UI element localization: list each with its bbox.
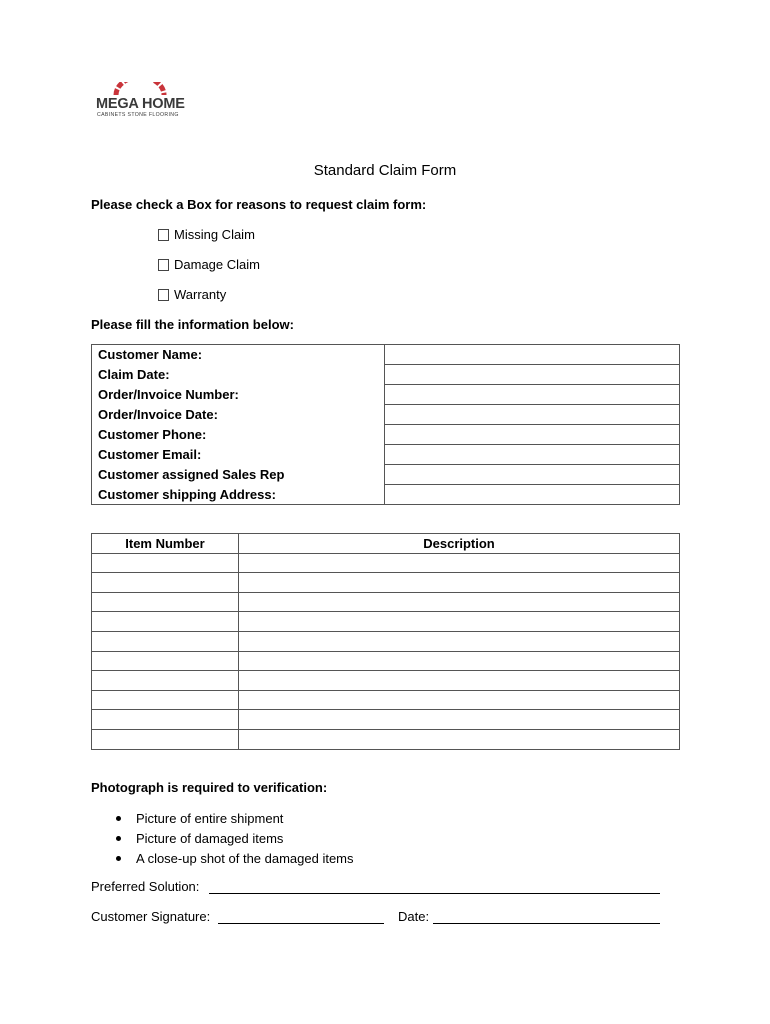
checkbox-missing-claim[interactable] <box>158 229 169 241</box>
description-cell[interactable] <box>239 690 680 710</box>
table-row <box>92 445 680 465</box>
table-row <box>92 365 680 385</box>
item-number-cell[interactable] <box>92 729 239 749</box>
description-cell[interactable] <box>239 573 680 593</box>
preferred-solution-label: Preferred Solution: <box>91 879 200 894</box>
description-cell[interactable] <box>239 553 680 573</box>
table-row <box>92 690 680 710</box>
reason-label: Damage Claim <box>174 257 260 272</box>
info-heading: Please fill the information below: <box>91 317 294 332</box>
table-row <box>92 553 680 573</box>
reason-missing-claim[interactable] <box>158 227 255 242</box>
logo-arc-icon <box>110 82 170 96</box>
description-header: Description <box>239 534 680 554</box>
table-header-row <box>92 534 680 554</box>
claim-date-input[interactable] <box>385 365 680 385</box>
table-row <box>92 465 680 485</box>
bullet-icon <box>116 836 121 841</box>
table-row <box>92 631 680 651</box>
customer-signature-label: Customer Signature: <box>91 909 211 924</box>
list-item <box>116 848 354 868</box>
table-row <box>92 485 680 505</box>
table-row <box>92 425 680 445</box>
field-label: Order/Invoice Date: <box>92 405 385 425</box>
reasons-heading: Please check a Box for reasons to request claim form: <box>91 197 427 212</box>
items-table <box>91 533 680 750</box>
table-row <box>92 592 680 612</box>
sales-rep-input[interactable] <box>385 465 680 485</box>
order-number-input[interactable] <box>385 385 680 405</box>
table-row <box>92 710 680 730</box>
field-label: Customer Name: <box>92 345 385 365</box>
mega-home-logo <box>96 82 196 122</box>
field-label: Customer shipping Address: <box>92 485 385 505</box>
customer-info-table <box>91 344 680 505</box>
bullet-icon <box>116 816 121 821</box>
item-number-cell[interactable] <box>92 612 239 632</box>
customer-signature-input[interactable] <box>218 923 384 924</box>
table-row <box>92 612 680 632</box>
list-item <box>116 828 354 848</box>
field-label: Customer Email: <box>92 445 385 465</box>
table-row <box>92 729 680 749</box>
customer-name-input[interactable] <box>385 345 680 365</box>
field-label: Customer assigned Sales Rep <box>92 465 385 485</box>
item-number-cell[interactable] <box>92 573 239 593</box>
list-item-text: Picture of entire shipment <box>136 810 284 826</box>
description-cell[interactable] <box>239 651 680 671</box>
item-number-cell[interactable] <box>92 631 239 651</box>
photo-heading: Photograph is required to verification: <box>91 780 328 795</box>
checkbox-damage-claim[interactable] <box>158 259 169 271</box>
table-row <box>92 651 680 671</box>
description-cell[interactable] <box>239 592 680 612</box>
list-item-text: Picture of damaged items <box>136 830 284 846</box>
photo-requirements-list <box>116 808 354 868</box>
description-cell[interactable] <box>239 612 680 632</box>
description-cell[interactable] <box>239 729 680 749</box>
reason-warranty[interactable] <box>158 287 226 302</box>
bullet-icon <box>116 856 121 861</box>
reason-label: Warranty <box>174 287 227 302</box>
shipping-address-input[interactable] <box>385 485 680 505</box>
item-number-cell[interactable] <box>92 710 239 730</box>
field-label: Order/Invoice Number: <box>92 385 385 405</box>
item-number-cell[interactable] <box>92 651 239 671</box>
table-row <box>92 405 680 425</box>
item-number-header: Item Number <box>92 534 239 554</box>
list-item <box>116 808 354 828</box>
item-number-cell[interactable] <box>92 592 239 612</box>
item-number-cell[interactable] <box>92 690 239 710</box>
item-number-cell[interactable] <box>92 553 239 573</box>
item-number-cell[interactable] <box>92 671 239 691</box>
description-cell[interactable] <box>239 631 680 651</box>
logo-brand: MEGA HOME <box>96 96 185 112</box>
field-label: Claim Date: <box>92 365 385 385</box>
field-label: Customer Phone: <box>92 425 385 445</box>
reason-damage-claim[interactable] <box>158 257 260 272</box>
date-input[interactable] <box>433 923 660 924</box>
customer-email-input[interactable] <box>385 445 680 465</box>
order-date-input[interactable] <box>385 405 680 425</box>
date-label: Date: <box>398 909 430 924</box>
table-row <box>92 671 680 691</box>
table-row <box>92 345 680 365</box>
list-item-text: A close-up shot of the damaged items <box>136 850 354 866</box>
table-row <box>92 385 680 405</box>
preferred-solution-input[interactable] <box>209 893 660 894</box>
customer-phone-input[interactable] <box>385 425 680 445</box>
description-cell[interactable] <box>239 671 680 691</box>
page-title: Standard Claim Form <box>313 162 457 179</box>
reason-label: Missing Claim <box>174 227 255 242</box>
checkbox-warranty[interactable] <box>158 289 169 301</box>
logo-tagline: CABINETS STONE FLOORING <box>97 112 179 118</box>
table-row <box>92 573 680 593</box>
description-cell[interactable] <box>239 710 680 730</box>
